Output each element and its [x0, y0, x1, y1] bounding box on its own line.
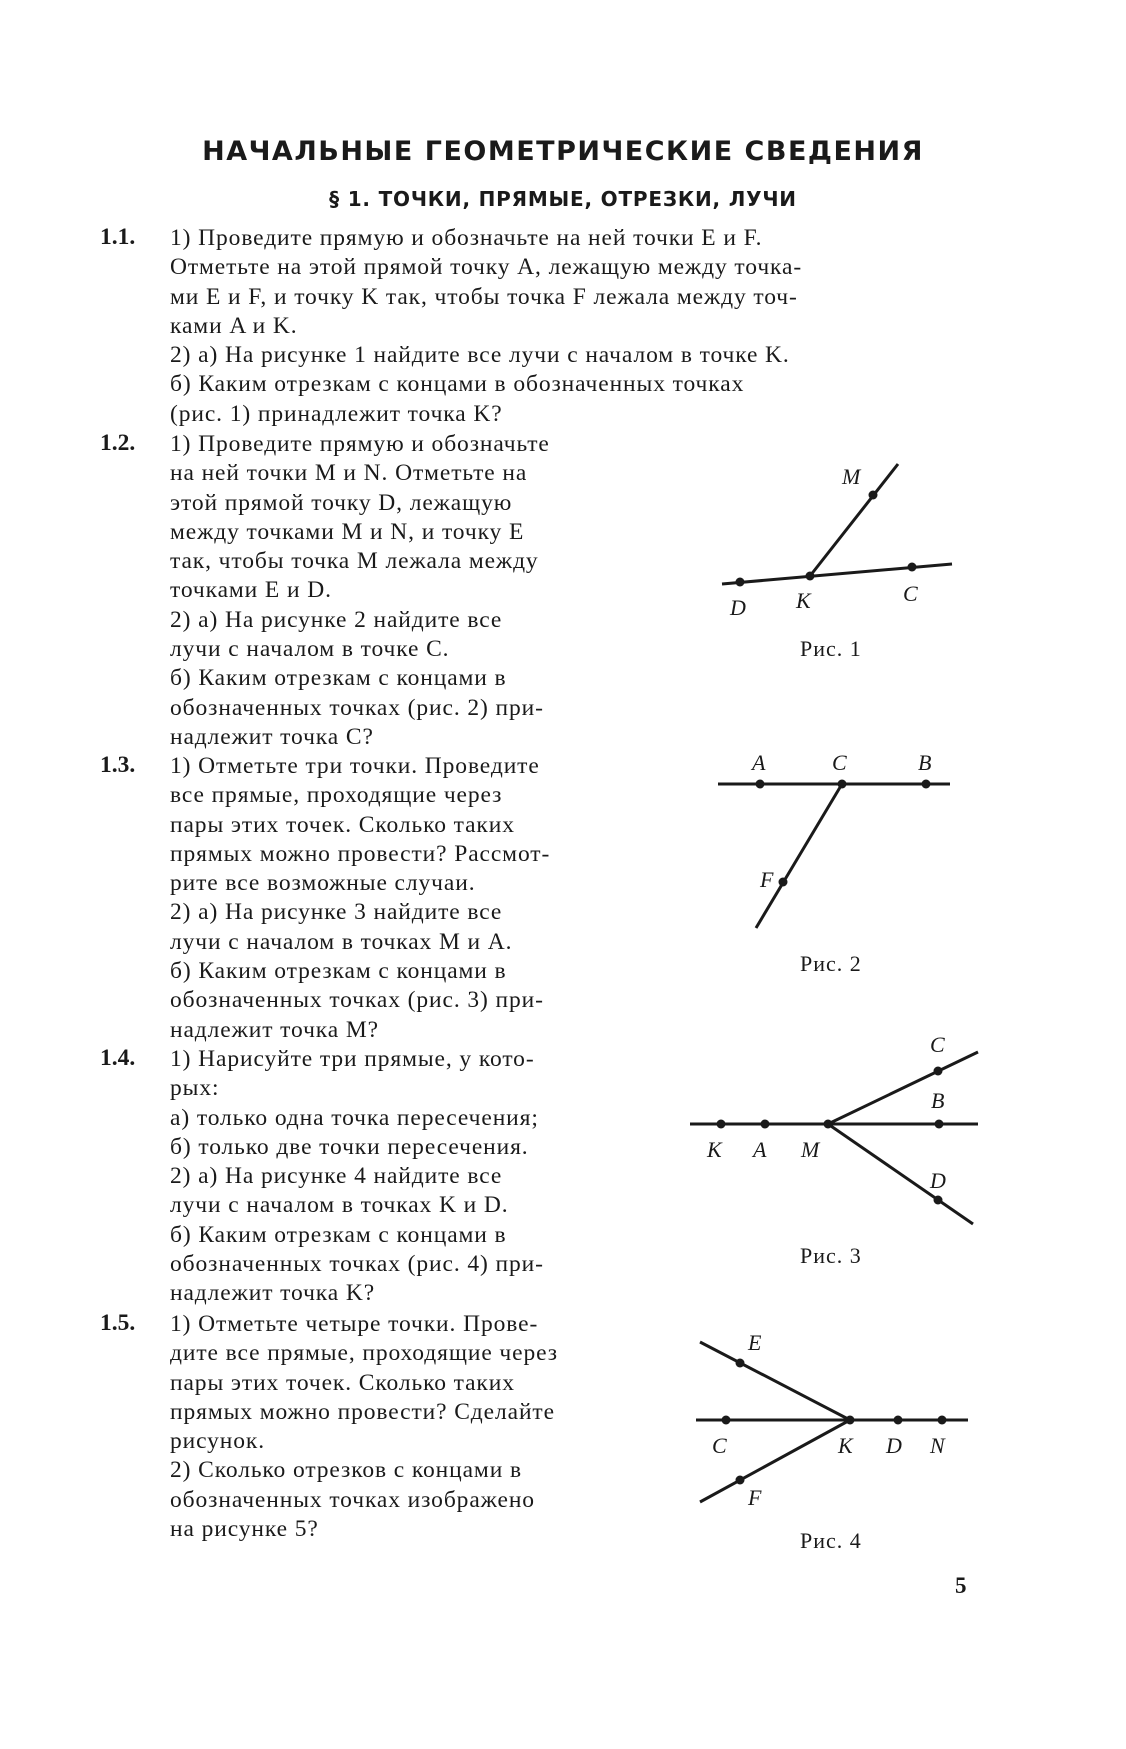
- problem-line: 2) а) На рисунке 4 найдите все: [170, 1163, 503, 1190]
- figure-2: [700, 745, 980, 935]
- problem-text: [170, 430, 650, 752]
- point-k: [846, 1416, 855, 1425]
- problem-line: Отметьте на этой прямой точку A, лежащую между точка-: [170, 254, 803, 281]
- problem-line: б) Каким отрезкам с концами в: [170, 958, 507, 985]
- problem-line: обозначенных точках изображено: [170, 1486, 535, 1513]
- problem-line: рых:: [170, 1075, 220, 1102]
- ray-cf: [756, 784, 842, 928]
- figure-4: [690, 1320, 980, 1520]
- label-k: K: [796, 588, 811, 613]
- problem-number: 1.2.: [100, 430, 136, 456]
- problem-line: лучи с началом в точках K и D.: [170, 1192, 509, 1219]
- problem-text: [170, 752, 650, 1045]
- label-d: D: [930, 1168, 946, 1193]
- problem-line: лучи с началом в точке C.: [170, 636, 450, 663]
- problem-line: (рис. 1) принадлежит точка K?: [170, 400, 503, 427]
- point-f: [779, 878, 788, 887]
- problem-number: 1.5.: [100, 1310, 136, 1336]
- problem-line: дите все прямые, проходящие через: [170, 1340, 558, 1367]
- label-a: A: [753, 1137, 767, 1162]
- label-e: E: [748, 1330, 762, 1355]
- label-k: K: [838, 1433, 853, 1458]
- label-f: F: [748, 1485, 762, 1510]
- label-f: F: [760, 867, 774, 892]
- problem-line: пары этих точек. Сколько таких: [170, 811, 515, 838]
- figure-4-caption: Рис. 4: [800, 1528, 862, 1553]
- point-a: [761, 1120, 770, 1129]
- problem-line: надлежит точка K?: [170, 1280, 376, 1307]
- problem-line: 1) Отметьте три точки. Проведите: [170, 753, 540, 779]
- problem-line: рите все возможные случаи.: [170, 870, 476, 897]
- problem-line: точками E и D.: [170, 577, 332, 604]
- problem-line: так, чтобы точка M лежала между: [170, 548, 539, 575]
- point-e: [736, 1359, 745, 1368]
- problem-line: б) Каким отрезкам с концами в: [170, 1221, 507, 1248]
- label-k: K: [707, 1137, 722, 1162]
- section-title: § 1. ТОЧКИ, ПРЯМЫЕ, ОТРЕЗКИ, ЛУЧИ: [329, 187, 797, 211]
- problem-line: рисунок.: [170, 1428, 266, 1455]
- problem-line: 1) Проведите прямую и обозначьте на ней точки E и F.: [170, 225, 763, 251]
- problem-line: обозначенных точках (рис. 4) при-: [170, 1251, 544, 1278]
- figure-3-caption: Рис. 3: [800, 1243, 862, 1268]
- label-n: N: [930, 1433, 945, 1458]
- label-a: A: [752, 750, 766, 775]
- figure-1: [700, 450, 990, 640]
- problem-line: б) только две точки пересечения.: [170, 1133, 529, 1160]
- problem-line: 2) а) На рисунке 1 найдите все лучи с началом в точке K.: [170, 342, 790, 369]
- label-d: D: [886, 1433, 902, 1458]
- point-n: [938, 1416, 947, 1425]
- point-b: [935, 1120, 944, 1129]
- problem-line: 1) Проведите прямую и обозначьте: [170, 431, 550, 457]
- point-d: [736, 578, 745, 587]
- label-c: C: [930, 1032, 945, 1057]
- problem-line: ками A и K.: [170, 312, 298, 339]
- figure-2-caption: Рис. 2: [800, 951, 862, 976]
- problem-line: 2) а) На рисунке 2 найдите все: [170, 606, 503, 633]
- label-c: C: [832, 750, 847, 775]
- figure-3: [680, 1030, 990, 1240]
- problem-line: этой прямой точку D, лежащую: [170, 489, 513, 516]
- problem-line: все прямые, проходящие через: [170, 782, 503, 809]
- chapter-title: НАЧАЛЬНЫЕ ГЕОМЕТРИЧЕСКИЕ СВЕДЕНИЯ: [202, 136, 924, 167]
- point-k: [717, 1120, 726, 1129]
- point-k: [806, 572, 815, 581]
- problem-line: на ней точки M и N. Отметьте на: [170, 460, 528, 487]
- problem-line: надлежит точка C?: [170, 723, 374, 750]
- point-f: [736, 1476, 745, 1485]
- problem-line: на рисунке 5?: [170, 1516, 319, 1543]
- point-c: [908, 563, 917, 572]
- ray-mc: [828, 1052, 978, 1124]
- problem-line: ми E и F, и точку K так, чтобы точка F лежала между точ-: [170, 283, 798, 310]
- point-c: [934, 1067, 943, 1076]
- figure-1-caption: Рис. 1: [800, 636, 862, 661]
- problem-line: пары этих точек. Сколько таких: [170, 1369, 515, 1396]
- problem-line: лучи с началом в точках M и A.: [170, 928, 513, 955]
- point-d: [894, 1416, 903, 1425]
- problem-number: 1.4.: [100, 1045, 136, 1071]
- problem-text: [170, 1310, 650, 1544]
- label-b: B: [918, 750, 932, 775]
- ray-md: [828, 1124, 973, 1224]
- point-c: [722, 1416, 731, 1425]
- page-number: 5: [955, 1573, 967, 1598]
- label-m: M: [842, 464, 861, 489]
- point-b: [922, 780, 931, 789]
- problem-text: [170, 224, 977, 429]
- point-m: [824, 1120, 833, 1129]
- problem-line: а) только одна точка пересечения;: [170, 1104, 539, 1131]
- problem-text: [170, 1045, 650, 1309]
- label-c: C: [903, 581, 918, 606]
- ray-ke: [700, 1342, 850, 1420]
- problem-line: обозначенных точках (рис. 3) при-: [170, 987, 544, 1014]
- point-c: [838, 780, 847, 789]
- label-b: B: [931, 1088, 945, 1113]
- problem-line: б) Каким отрезкам с концами в обозначенных точках: [170, 371, 745, 398]
- label-d: D: [730, 595, 746, 620]
- problem-line: обозначенных точках (рис. 2) при-: [170, 694, 544, 721]
- point-a: [756, 780, 765, 789]
- problem-line: 2) Сколько отрезков с концами в: [170, 1457, 522, 1484]
- problem-line: 1) Нарисуйте три прямые, у кото-: [170, 1046, 535, 1072]
- problem-line: между точками M и N, и точку E: [170, 518, 525, 545]
- problem-line: прямых можно провести? Рассмот-: [170, 840, 551, 867]
- label-m: M: [801, 1137, 820, 1162]
- problem-number: 1.3.: [100, 752, 136, 778]
- problem-line: 2) а) На рисунке 3 найдите все: [170, 899, 503, 926]
- problem-line: прямых можно провести? Сделайте: [170, 1398, 555, 1425]
- point-d: [934, 1196, 943, 1205]
- problem-line: надлежит точка M?: [170, 1016, 379, 1043]
- problem-line: 1) Отметьте четыре точки. Прове-: [170, 1311, 539, 1337]
- problem-line: б) Каким отрезкам с концами в: [170, 665, 507, 692]
- label-c: C: [712, 1433, 727, 1458]
- problem-number: 1.1.: [100, 224, 136, 250]
- point-m: [869, 491, 878, 500]
